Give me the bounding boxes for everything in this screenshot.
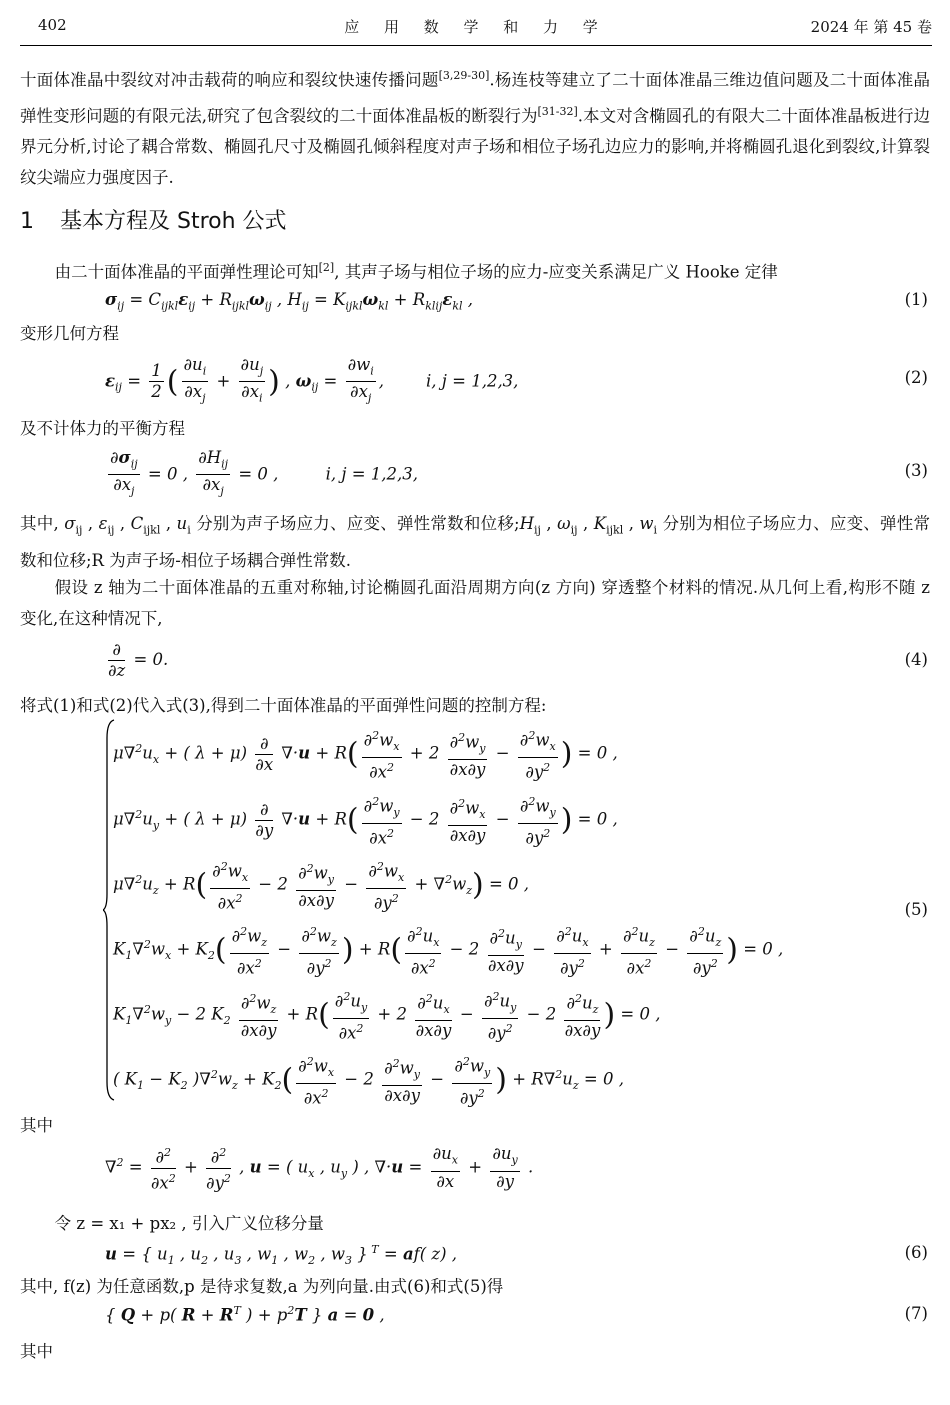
- equation-1: $\sigma_{ij} = C_{ijkl}\varepsilon_{ij} + R_{ijkl}\omega_{ij}$ , $H_{ij} = K_{ijkl}\omega_{kl} + R_{klij}\varepsilon_{kl}$ ,: [105, 290, 474, 313]
- text-fz: 其中, f(z) 为任意函数,p 是待求复数,a 为列向量.由式(6)和式(5)得: [20, 1277, 504, 1296]
- equation-6: u = { $u_1$ , $u_2$ , $u_3$ , $w_1$ , $w_2$ , $w_3$ } $^T$ = af( z) ,: [105, 1243, 458, 1267]
- text-let-z: 令 z = x₁ + px₂ , 引入广义位移分量: [54, 1214, 324, 1233]
- eqno-1: (1): [904, 290, 928, 309]
- text-hooke: 由二十面体准晶的平面弹性理论可知[2], 其声子场与相位子场的应力-应变关系满足广义 Hooke 定律: [54, 261, 778, 282]
- eqno-3: (3): [904, 461, 928, 480]
- eqno-2: (2): [904, 368, 928, 387]
- page-header: [20, 10, 932, 40]
- equation-5-line-1: $\mu\nabla^2u_x$ + ( λ + μ) $\frac{\partial}{\partial x}$ ∇·u + R( $\frac{\partial^2w_x}{\partial x^2}$ + 2 $\frac{\partial^2w_y}{\partial x\partial y}$ − $\frac{\partial^2w_x}{\partial y^2}$ ) = 0 ,: [113, 726, 618, 782]
- issue-info: 2024 年 第 45 卷: [810, 18, 932, 36]
- equation-5-line-6: ( $K_1 - K_2$ )$\nabla^2w_z + K_2$( $\frac{\partial^2w_x}{\partial x^2}$ − 2 $\frac{\partial^2w_y}{\partial x\partial y}$ − $\frac{\partial^2w_y}{\partial y^2}$ ) + $R\nabla^2u_z = 0$ ,: [113, 1052, 624, 1108]
- text-definitions: 其中, $\sigma_{ij}$ , $\varepsilon_{ij}$ , $C_{ijkl}$ , $u_i$ 分别为声子场应力、应变、弹性常数和位移$;H_{ij}$ , $\omega_{ij}$ , $K_{ijkl}$ , $w_i$ 分别为相位子场应力、应变、弹性常数和位移;R 为声子场-相位子场耦合弹性常数.: [20, 514, 930, 571]
- equation-5-line-4: $K_1\nabla^2w_x + K_2$( $\frac{\partial^2w_z}{\partial x^2}$ − $\frac{\partial^2w_z}{\partial y^2}$ ) + R( $\frac{\partial^2u_x}{\partial x^2}$ − 2 $\frac{\partial^2u_y}{\partial x\partial y}$ − $\frac{\partial^2u_x}{\partial y^2}$ + $\frac{\partial^2u_z}{\partial x^2}$ − $\frac{\partial^2u_z}{\partial y^2}$ ) = 0 ,: [113, 922, 783, 978]
- text-where-1: 其中: [20, 1116, 53, 1135]
- equation-4: $\frac{\partial}{\partial z}$ = 0.: [108, 640, 169, 680]
- eqno-5: (5): [904, 900, 928, 919]
- text-geometry: 变形几何方程: [20, 324, 119, 343]
- equation-7: { Q + p( $R + R^T$ ) + $p^2T$ } a = 0 ,: [105, 1304, 385, 1325]
- equation-3: $\frac{\partial\sigma_{ij}}{\partial x_j}$ = 0 , $\frac{\partial H_{ij}}{\partial x_j}$ = 0 , i, j = 1,2,3,: [110, 448, 419, 498]
- text-assumption: 假设 z 轴为二十面体准晶的五重对称轴,讨论椭圆孔面沿周期方向(z 方向) 穿透整个材料的情况.从几何上看,构形不随 z 变化,在这种情况下,: [20, 578, 930, 628]
- equation-5-line-2: $\mu\nabla^2u_y$ + ( λ + μ) $\frac{\partial}{\partial y}$ ∇·u + R( $\frac{\partial^2w_y}{\partial x^2}$ − 2 $\frac{\partial^2w_x}{\partial x\partial y}$ − $\frac{\partial^2w_y}{\partial y^2}$ ) = 0 ,: [113, 792, 618, 848]
- intro-paragraph: 十面体准晶中裂纹对冲击载荷的响应和裂纹快速传播问题[3,29-30].杨连枝等建立了二十面体准晶三维边值问题及二十面体准晶弹性变形问题的有限元法,研究了包含裂纹的二十面体准晶板的断裂行为[31-32].本文对含椭圆孔的有限大二十面体准晶板进行边界元分析,讨论了耦合常数、椭圆孔尺寸及椭圆孔倾斜程度对声子场和相位子场孔边应力的影响,并将椭圆孔退化到裂纹,计算裂纹尖端应力强度因子.: [20, 69, 931, 187]
- section-heading: 1 基本方程及 Stroh 公式: [20, 209, 287, 234]
- text-equilibrium: 及不计体力的平衡方程: [20, 419, 185, 438]
- text-governing: 将式(1)和式(2)代入式(3),得到二十面体准晶的平面弹性问题的控制方程:: [20, 696, 547, 715]
- header-rule: [20, 45, 932, 46]
- text-where-2: 其中: [20, 1342, 53, 1361]
- eqno-4: (4): [904, 650, 928, 669]
- eqno-6: (6): [904, 1243, 928, 1262]
- page-number: 402: [38, 16, 67, 34]
- equation-5-line-3: $\mu\nabla^2u_z + R$( $\frac{\partial^2w_x}{\partial x^2}$ − 2 $\frac{\partial^2w_y}{\partial x\partial y}$ − $\frac{\partial^2w_x}{\partial y^2}$ + $\nabla^2w_z) = 0$ ,: [113, 857, 529, 913]
- equation-5-line-5: $K_1\nabla^2w_y - 2$ $K_2$ $\frac{\partial^2w_z}{\partial x\partial y}$ + R( $\frac{\partial^2u_y}{\partial x^2}$ + 2 $\frac{\partial^2u_x}{\partial x\partial y}$ − $\frac{\partial^2u_y}{\partial y^2}$ − 2 $\frac{\partial^2u_z}{\partial x\partial y}$ ) = 0 ,: [113, 987, 660, 1043]
- equation-2: $\varepsilon_{ij}$ = $\frac{1}{2}$ ( $\frac{\partial u_i}{\partial x_j}$ + $\frac{\partial u_j}{\partial x_i}$ ) , $\omega_{ij}$ = $\frac{\partial w_i}{\partial x_j}$ , i, j = 1,2,3,: [105, 355, 519, 405]
- eqno-7: (7): [904, 1304, 928, 1323]
- equation-nabla: ∇$^2$ = $\frac{\partial^2}{\partial x^2}$ + $\frac{\partial^2}{\partial y^2}$ , u = ( $u_x$ , $u_y$ ) , ∇·u = $\frac{\partial u_x}{\partial x}$ + $\frac{\partial u_y}{\partial y}$ .: [105, 1144, 534, 1192]
- journal-title: 应 用 数 学 和 力 学: [344, 18, 608, 36]
